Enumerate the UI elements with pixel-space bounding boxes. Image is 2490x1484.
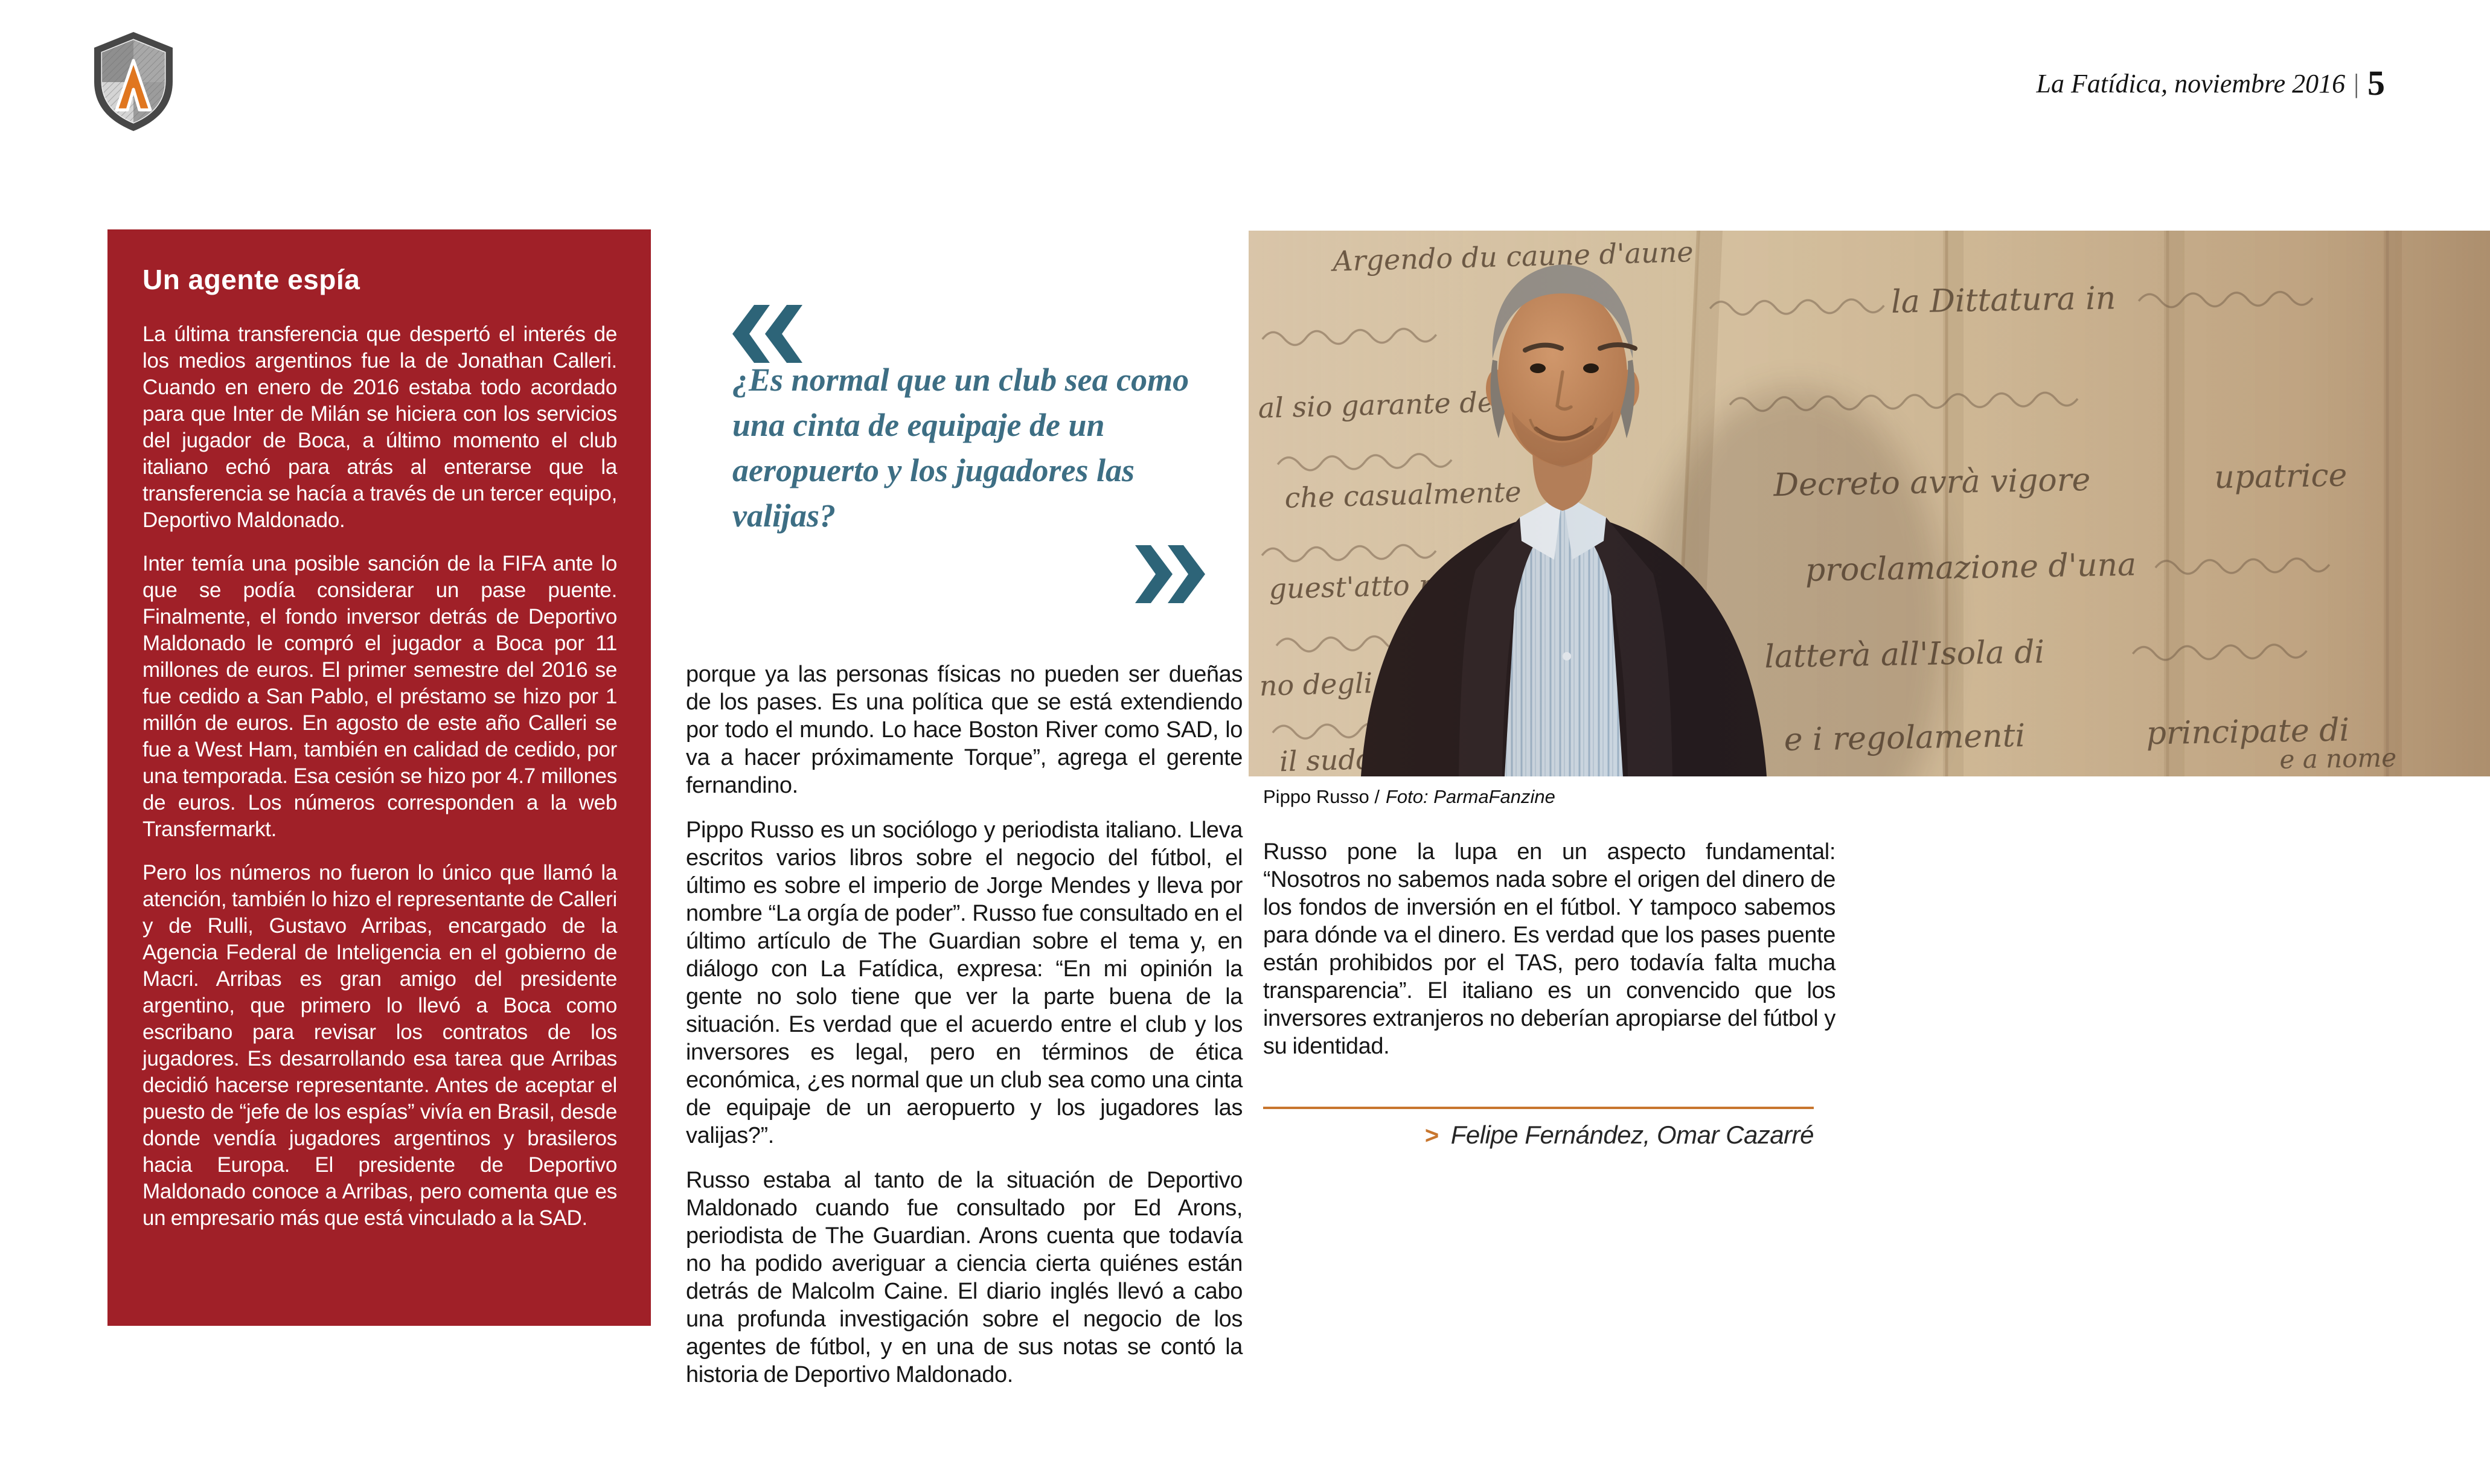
article-paragraph: Pippo Russo es un sociólogo y periodista italiano. Lleva escritos varios libros sobre el negocio del fútbol, el último es sobre el imperio de Jorge Mendes y lleva por nombre “La orgía de poder”. Russo fue consultado en el último artículo de The Guardian sobre el tema y, en diálogo con La Fatídica, expresa: “En mi opinión la gente no solo tiene que ver la parte buena de la situación. Es verdad que el acuerdo entre el club y los inversores es legal, pero en términos de ética económica, ¿es normal que un club sea como una cinta de equipaje de un aeropuerto y los jugadores las valijas?”. — [686, 817, 1243, 1148]
open-quote-icon — [732, 305, 804, 363]
caption-credit: Foto: ParmaFanzine — [1386, 786, 1555, 807]
page-header — [2037, 63, 2385, 103]
right-column-paragraph: Russo pone la lupa en un aspecto fundamental: “Nosotros no sabemos nada sobre el origen del dinero de los fondos de inversión en el fútbol. Y tampoco sabemos para dónde va el dinero. Es verdad que los pases puente están prohibidos por el TAS, pero todavía falta mucha transparencia”. El italiano es un convencido que los inversores extranjeros no deberían apropiarse del fútbol y su identidad. — [1263, 839, 1835, 1059]
article-paragraph: porque ya las personas físicas no pueden ser dueñas de los pases. Es una política que se está extendiendo por todo el mundo. Lo hace Boston River como SAD, lo va a hacer próximamente Torque”, agrega el gerente fernandino. — [686, 662, 1243, 798]
sidebar-paragraph: Pero los números no fueron lo único que llamó la atención, también lo hizo el representante de Calleri y de Rulli, Gustavo Arribas, encargado de la Agencia Federal de Inteligencia en el gobierno de Macri. Arribas es gran amigo del presidente argentino, que primero lo llevó a Boca como escribano para revisar los contratos de los jugadores. Es desarrollando esa tarea que Arribas decidió hacerse representante. Antes de aceptar el puesto de “jefe de los espías” vivía en Brasil, desde donde vendía jugadores argentinos y brasileros hacia Europa. El presidente de Deportivo Maldonado conoce a Arribas, pero comenta que es un empresario más que está vinculado a la SAD. — [142, 861, 617, 1230]
photo-illustration — [1249, 231, 2490, 776]
issue-date: La Fatídica, noviembre 2016 — [2036, 69, 2346, 98]
header-separator: | — [2354, 69, 2359, 98]
pull-quote: ¿Es normal que un club sea como una cinta de equipaje de un aeropuerto y los jugadores las valijas? — [732, 362, 1189, 534]
sidebar-paragraph: La última transferencia que despertó el interés de los medios argentinos fue la de Jonathan Calleri. Cuando en enero de 2016 estaba todo acordado para que Inter de Milán se hiciera con los servicios del jugador de Boca, a último momento el club italiano echó para atrás al enterarse que la transferencia se hacía a través de un tercer equipo, Deportivo Maldonado. — [142, 322, 617, 532]
sidebar-paragraph: Inter temía una posible sanción de la FIFA ante lo que se podía considerar un pase puente. Finalmente, el fondo inversor detrás de Deportivo Maldonado le compró el jugador a Boca por 11 millones de euros. El primer semestre del 2016 se fue cedido a San Pablo, el préstamo se hizo por 1 millón de euros. En agosto de este año Calleri se fue a West Ham, también en calidad de cedido, por una temporada. Esa cesión se hizo por 4.7 millones de euros. Los números corresponden a la web Transfermarkt. — [142, 552, 617, 841]
caption-name: Pippo Russo / — [1263, 786, 1380, 807]
byline-arrow-icon: > — [1424, 1122, 1439, 1149]
article-paragraph: Russo estaba al tanto de la situación de Deportivo Maldonado cuando fue consultado por Ed Arons, periodista de The Guardian. Arons cuenta que todavía no ha podido averiguar a ciencia cierta quiénes están detrás de Malcolm Caine. El diario inglés llevó a cabo una profunda investigación sobre el negocio de los agentes de fútbol, y en una de sus notas se contó la historia de Deportivo Maldonado. — [686, 1168, 1243, 1387]
byline-rule — [1263, 1107, 1814, 1109]
sidebar-title: Un agente espía — [142, 264, 360, 295]
right-column — [1263, 838, 1835, 1077]
close-quote-icon — [1134, 545, 1205, 603]
byline — [1263, 1121, 1814, 1150]
sidebar-box — [107, 229, 651, 1326]
magazine-logo — [91, 30, 176, 133]
byline-authors: Felipe Fernández, Omar Cazarré — [1450, 1121, 1814, 1149]
photo-caption — [1263, 786, 1555, 808]
article-column — [686, 660, 1243, 1406]
photo-pippo-russo — [1249, 231, 2490, 776]
shield-logo-icon — [91, 30, 176, 133]
page-number: 5 — [2367, 63, 2385, 103]
